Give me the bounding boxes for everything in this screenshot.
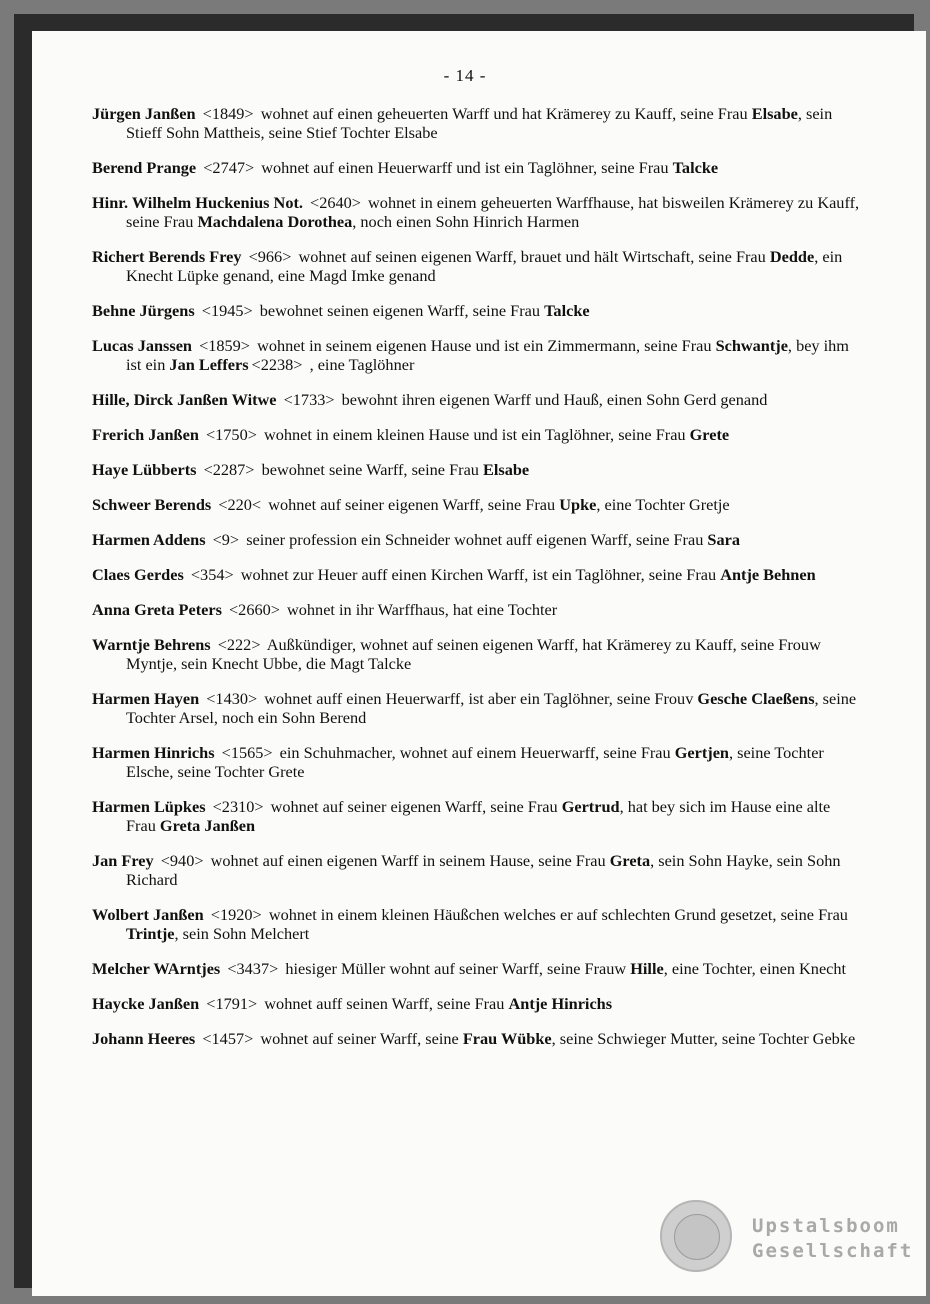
reference-number: <354> <box>190 565 234 584</box>
entry-text: , eine Tochter, einen Knecht <box>663 959 847 978</box>
reference-number: <1849> <box>202 104 254 123</box>
person-name: Harmen Lüpkes <box>92 797 206 816</box>
entry-text: wohnet auf einen geheuerten Warff und hat Krämerey zu Kauff, seine Frau <box>260 104 752 123</box>
entry-text: bewohnet seinen eigenen Warff, seine Frau <box>259 301 545 320</box>
highlighted-name: Talcke <box>544 301 590 320</box>
person-name: Wolbert Janßen <box>92 905 204 924</box>
highlighted-name: Schwantje <box>715 336 788 355</box>
highlighted-name: Grete <box>689 425 730 444</box>
person-name: Melcher WArntjes <box>92 959 221 978</box>
logo-text <box>752 1214 913 1264</box>
person-name: Hinr. Wilhelm Huckenius Not. <box>92 193 303 212</box>
entry-text: wohnet in einem kleinen Hause und ist ein Taglöhner, seine Frau <box>263 425 690 444</box>
person-name: Claes Gerdes <box>92 565 184 584</box>
person-name: Anna Greta Peters <box>92 600 222 619</box>
entry-item <box>92 743 862 781</box>
reference-number: <3437> <box>227 959 279 978</box>
entry-text: wohnet auff einen Heuerwarff, ist aber ein Taglöhner, seine Frouv <box>264 689 698 708</box>
highlighted-name: Dedde <box>769 247 815 266</box>
entry-item <box>92 851 862 889</box>
entry-item <box>92 994 862 1013</box>
person-name: Hille, Dirck Janßen Witwe <box>92 390 277 409</box>
entry-text: , seine Schwieger Mutter, seine Tochter Gebke <box>551 1029 856 1048</box>
highlighted-name: Antje Hinrichs <box>508 994 613 1013</box>
reference-number: <1733> <box>283 390 335 409</box>
page-number: - 14 - <box>443 66 487 85</box>
highlighted-name: Frau Wübke <box>462 1029 552 1048</box>
entry-text: , sein Sohn Melchert <box>174 924 310 943</box>
entry-text: , ein Knecht Lüpke genand, eine Magd Imke genand <box>126 247 843 285</box>
entry-text: ein Schuhmacher, wohnet auf einem Heuerwarff, seine Frau <box>279 743 675 762</box>
entry-text: , eine Taglöhner <box>309 355 415 374</box>
highlighted-name: Machdalena Dorothea <box>197 212 353 231</box>
entry-text: wohnet auf einen eigenen Warff in seinem Hause, seine Frau <box>210 851 610 870</box>
entry-item <box>92 193 862 231</box>
entry-item <box>92 959 862 978</box>
entry-text: wohnet auf einen Heuerwarff und ist ein Taglöhner, seine Frau <box>261 158 673 177</box>
entry-text: wohnet auff seinen Warff, seine Frau <box>264 994 509 1013</box>
highlighted-name: Talcke <box>672 158 719 177</box>
reference-number: <1750> <box>205 425 257 444</box>
entry-item <box>92 425 862 444</box>
person-name: Frerich Janßen <box>92 425 199 444</box>
entry-item <box>92 530 862 549</box>
person-name: Behne Jürgens <box>92 301 195 320</box>
highlighted-name: Gertrud <box>561 797 620 816</box>
highlighted-name: Hille <box>630 959 664 978</box>
reference-number: <2747> <box>203 158 255 177</box>
highlighted-name: Elsabe <box>751 104 798 123</box>
reference-number: <1791> <box>206 994 258 1013</box>
person-name: Schweer Berends <box>92 495 212 514</box>
entry-text: , seine Tochter Arsel, noch ein Sohn Berend <box>126 689 857 727</box>
entry-item <box>92 390 862 409</box>
reference-number: <940> <box>160 851 204 870</box>
person-name: Haye Lübberts <box>92 460 197 479</box>
entry-item <box>92 689 862 727</box>
entry-text: wohnet auf seiner eigenen Warff, seine Frau <box>270 797 562 816</box>
entry-item <box>92 301 862 320</box>
highlighted-name: Upke <box>559 495 597 514</box>
reference-number: <2640> <box>310 193 361 212</box>
entry-text: wohnet auf seiner Warff, seine <box>260 1029 463 1048</box>
entry-text: hiesiger Müller wohnt auf seiner Warff, seine Frauw <box>285 959 631 978</box>
logo-line-1: Upstalsboom <box>752 1215 900 1237</box>
highlighted-name: Sara <box>707 530 740 549</box>
reference-number: <222> <box>217 635 261 654</box>
person-name: Haycke Janßen <box>92 994 200 1013</box>
reference-number: <1945> <box>201 301 253 320</box>
reference-number: <2238> <box>251 355 303 374</box>
entry-text: wohnet in ihr Warffhaus, hat eine Tochter <box>287 600 558 619</box>
reference-number: <2287> <box>203 460 255 479</box>
entry-text: , bey ihm ist ein <box>126 336 849 374</box>
person-name: Harmen Addens <box>92 530 206 549</box>
entry-text: , sein Sohn Hayke, sein Sohn Richard <box>126 851 841 889</box>
entry-text: seiner profession ein Schneider wohnet auff eigenen Warff, seine Frau <box>246 530 708 549</box>
reference-number: <2660> <box>229 600 280 619</box>
entry-item <box>92 905 862 943</box>
entry-item <box>92 635 862 673</box>
highlighted-name: Greta Janßen <box>159 816 256 835</box>
entry-item <box>92 104 862 142</box>
entry-item <box>92 797 862 835</box>
entry-text: , eine Tochter Gretje <box>596 495 730 514</box>
entry-item <box>92 158 862 177</box>
person-name: Berend Prange <box>92 158 197 177</box>
entry-text: , seine Tochter Elsche, seine Tochter Grete <box>126 743 824 781</box>
entry-text: wohnet in einem kleinen Häußchen welches er auf schlechten Grund gesetzet, seine Frau <box>268 905 848 924</box>
person-name: Jürgen Janßen <box>92 104 196 123</box>
reference-number: <966> <box>248 247 292 266</box>
entry-item <box>92 600 862 619</box>
reference-number: <2310> <box>212 797 264 816</box>
reference-number: <1430> <box>206 689 258 708</box>
entry-text: bewohnt ihren eigenen Warff und Hauß, einen Sohn Gerd genand <box>341 390 768 409</box>
society-logo <box>660 1200 914 1272</box>
entry-text: , noch einen Sohn Hinrich Harmen <box>352 212 580 231</box>
entry-text: wohnet in einem geheuerten Warffhause, hat bisweilen Krämerey zu Kauff, seine Frau <box>126 193 860 231</box>
person-name: Richert Berends Frey <box>92 247 242 266</box>
reference-number: <220< <box>218 495 262 514</box>
entry-text: wohnet zur Heuer auff einen Kirchen Warff, ist ein Taglöhner, seine Frau <box>240 565 721 584</box>
person-name: Harmen Hayen <box>92 689 200 708</box>
entry-text: wohnet auf seiner eigenen Warff, seine Frau <box>268 495 560 514</box>
seal-emblem <box>674 1214 720 1260</box>
person-name: Johann Heeres <box>92 1029 196 1048</box>
highlighted-name: Gesche Claeßens <box>697 689 815 708</box>
reference-number: <1859> <box>199 336 250 355</box>
entry-item <box>92 495 862 514</box>
reference-number: <1565> <box>221 743 273 762</box>
seal-icon <box>660 1200 732 1272</box>
entry-item <box>92 1029 862 1048</box>
entry-item <box>92 460 862 479</box>
entry-item <box>92 565 862 584</box>
highlighted-name: Trintje <box>126 924 175 943</box>
entry-text: bewohnet seine Warff, seine Frau <box>261 460 484 479</box>
entry-text: , hat bey sich im Hause eine alte Frau <box>126 797 831 835</box>
entry-text: , sein Stieff Sohn Mattheis, seine Stief Tochter Elsabe <box>126 104 833 142</box>
entry-item <box>92 247 862 285</box>
highlighted-name: Elsabe <box>483 460 530 479</box>
person-name: Harmen Hinrichs <box>92 743 215 762</box>
entry-text: wohnet auf seinen eigenen Warff, brauet und hält Wirtschaft, seine Frau <box>298 247 770 266</box>
logo-line-2: Gesellschaft <box>752 1240 914 1262</box>
highlighted-name: Jan Leffers <box>169 355 249 374</box>
entry-text: Außkündiger, wohnet auf seinen eigenen Warff, hat Krämerey zu Kauff, seine Frouw Myntje, sein Knecht Ubbe, die Magt Talcke <box>126 635 821 673</box>
reference-number: <1457> <box>202 1029 254 1048</box>
highlighted-name: Greta <box>609 851 651 870</box>
entry-text: wohnet in seinem eigenen Hause und ist ein Zimmermann, seine Frau <box>257 336 716 355</box>
reference-number: <9> <box>212 530 240 549</box>
highlighted-name: Gertjen <box>674 743 729 762</box>
entry-item <box>92 336 862 374</box>
person-name: Jan Frey <box>92 851 154 870</box>
reference-number: <1920> <box>210 905 262 924</box>
person-name: Lucas Janssen <box>92 336 192 355</box>
highlighted-name: Antje Behnen <box>720 565 816 584</box>
person-name: Warntje Behrens <box>92 635 211 654</box>
entry-list <box>92 104 862 1064</box>
